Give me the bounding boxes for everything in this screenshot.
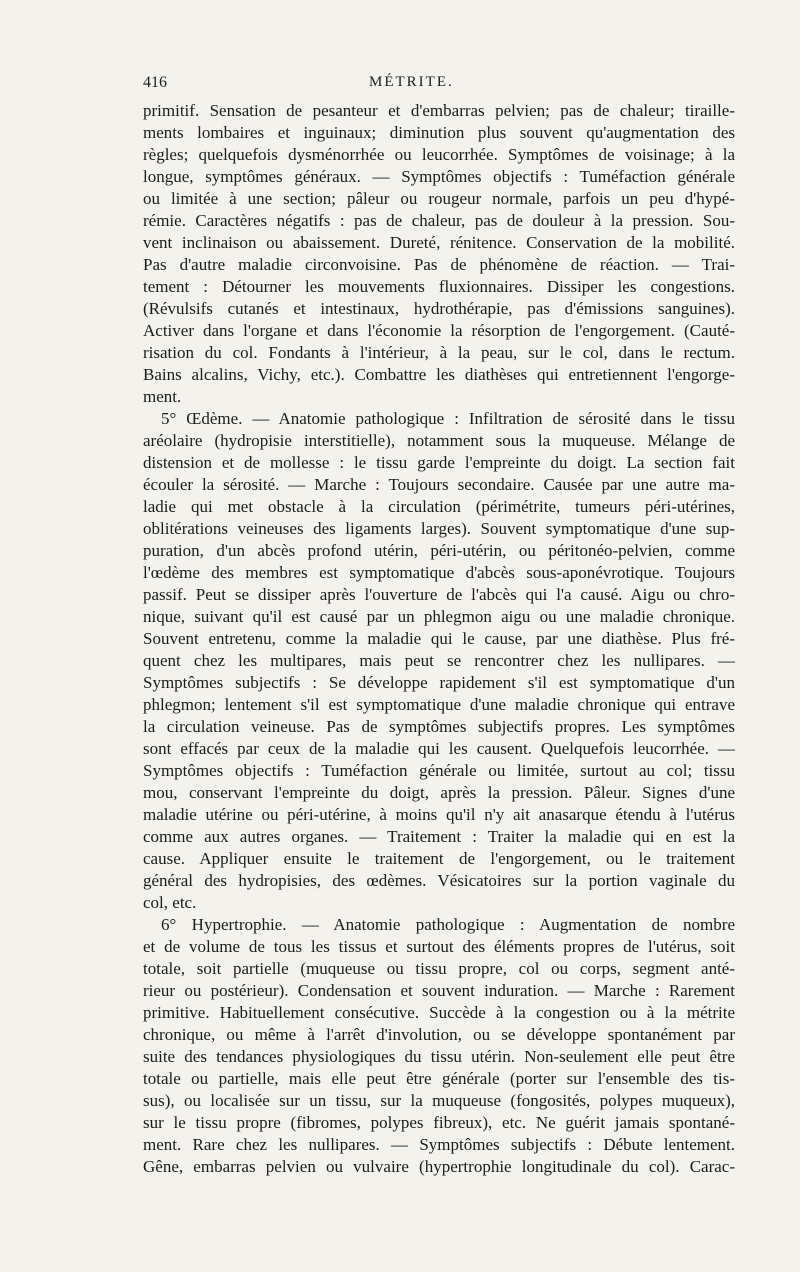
text-line: (Révulsifs cutanés et intestinaux, hydrothérapie, pas d'émissions sanguines). [143, 299, 735, 318]
text-line: vent inclinaison ou abaissement. Dureté, rénitence. Conservation de la mobilité. [143, 233, 735, 252]
text-line: Bains alcalins, Vichy, etc.). Combattre les diathèses qui entretiennent l'engorge- [143, 365, 735, 384]
text-line: totale ou partielle, mais elle peut être générale (porter sur l'ensemble des tis- [143, 1069, 735, 1088]
text-line: risation du col. Fondants à l'intérieur, à la peau, sur le col, dans le rectum. [143, 343, 735, 362]
text-line: ment. Rare chez les nullipares. — Symptômes subjectifs : Débute lentement. [143, 1135, 735, 1154]
text-line: 6° Hypertrophie. — Anatomie pathologique : Augmentation de nombre [161, 915, 735, 934]
text-line: Souvent entretenu, comme la maladie qui le cause, par une diathèse. Plus fré- [143, 629, 735, 648]
text-line: ment. [143, 387, 182, 406]
text-line: passif. Peut se dissiper après l'ouverture de l'abcès qui l'a causé. Aigu ou chro- [143, 585, 735, 604]
text-line: sur le tissu propre (fibromes, polypes fibreux), etc. Ne guérit jamais spontané- [143, 1113, 735, 1132]
text-line: suite des tendances physiologiques du tissu utérin. Non-seulement elle peut être [143, 1047, 735, 1066]
page-number: 416 [143, 74, 167, 91]
text-line: écouler la sérosité. — Marche : Toujours secondaire. Causée par une autre ma- [143, 475, 735, 494]
text-line: l'œdème des membres est symptomatique d'abcès sous-aponévrotique. Toujours [143, 563, 735, 582]
text-line: oblitérations veineuses des ligaments larges). Souvent symptomatique d'une sup- [143, 519, 735, 538]
text-line: chronique, ou même à l'arrêt d'involution, ou se développe spontanément par [143, 1025, 735, 1044]
text-line: totale, soit partielle (muqueuse ou tissu propre, col ou corps, segment anté- [143, 959, 735, 978]
text-line: comme aux autres organes. — Traitement : Traiter la maladie qui en est la [143, 827, 735, 846]
text-line: primitif. Sensation de pesanteur et d'embarras pelvien; pas de chaleur; tiraille- [143, 101, 735, 120]
text-line: aréolaire (hydropisie interstitielle), notamment sous la muqueuse. Mélange de [143, 431, 735, 450]
body-text [143, 100, 735, 1178]
text-line: et de volume de tous les tissus et surtout des éléments propres de l'utérus, soit [143, 937, 735, 956]
text-line: Pas d'autre maladie circonvoisine. Pas de phénomène de réaction. — Trai- [143, 255, 735, 274]
text-line: col, etc. [143, 893, 197, 912]
text-line: Activer dans l'organe et dans l'économie la résorption de l'engorgement. (Cauté- [143, 321, 735, 340]
text-line: nique, suivant qu'il est causé par un phlegmon aigu ou une maladie chronique. [143, 607, 735, 626]
running-title: MÉTRITE. [369, 74, 454, 90]
text-line: ments lombaires et inguinaux; diminution plus souvent qu'augmentation des [143, 123, 735, 142]
text-line: puration, d'un abcès profond utérin, péri-utérin, ou péritonéo-pelvien, comme [143, 541, 735, 560]
text-line: ladie qui met obstacle à la circulation (périmétrite, tumeurs péri-utérines, [143, 497, 735, 516]
text-line: longue, symptômes généraux. — Symptômes objectifs : Tuméfaction générale [143, 167, 735, 186]
text-line: Symptômes objectifs : Tuméfaction générale ou limitée, surtout au col; tissu [143, 761, 735, 780]
text-line: Symptômes subjectifs : Se développe rapidement s'il est symptomatique d'un [143, 673, 735, 692]
text-line: sont effacés par ceux de la maladie qui les causent. Quelquefois leucorrhée. — [143, 739, 735, 758]
text-line: Gêne, embarras pelvien ou vulvaire (hypertrophie longitudinale du col). Carac- [143, 1157, 735, 1176]
text-line: 5° Œdème. — Anatomie pathologique : Infiltration de sérosité dans le tissu [161, 409, 735, 428]
text-line: rieur ou postérieur). Condensation et souvent induration. — Marche : Rarement [143, 981, 735, 1000]
text-line: ou limitée à une section; pâleur ou rougeur normale, parfois un peu d'hypé- [143, 189, 735, 208]
text-line: la circulation veineuse. Pas de symptômes subjectifs propres. Les symptômes [143, 717, 735, 736]
text-line: sus), ou localisée sur un tissu, sur la muqueuse (fongosités, polypes muqueux), [143, 1091, 735, 1110]
text-line: maladie utérine ou péri-utérine, à moins qu'il n'y ait anasarque étendu à l'utérus [143, 805, 735, 824]
text-line: général des hydropisies, des œdèmes. Vésicatoires sur la portion vaginale du [143, 871, 735, 890]
text-line: distension et de mollesse : le tissu garde l'empreinte du doigt. La section fait [143, 453, 735, 472]
text-line: quent chez les multipares, mais peut se rencontrer chez les nullipares. — [143, 651, 735, 670]
text-line: primitive. Habituellement consécutive. Succède à la congestion ou à la métrite [143, 1003, 735, 1022]
text-line: tement : Détourner les mouvements fluxionnaires. Dissiper les congestions. [143, 277, 735, 296]
text-line: règles; quelquefois dysménorrhée ou leucorrhée. Symptômes de voisinage; à la [143, 145, 735, 164]
page-header [143, 74, 733, 98]
text-line: mou, conservant l'empreinte du doigt, après la pression. Pâleur. Signes d'une [143, 783, 735, 802]
text-line: rémie. Caractères négatifs : pas de chaleur, pas de douleur à la pression. Sou- [143, 211, 735, 230]
text-line: cause. Appliquer ensuite le traitement de l'engorgement, ou le traitement [143, 849, 735, 868]
text-line: phlegmon; lentement s'il est symptomatique d'une maladie chronique qui entrave [143, 695, 735, 714]
